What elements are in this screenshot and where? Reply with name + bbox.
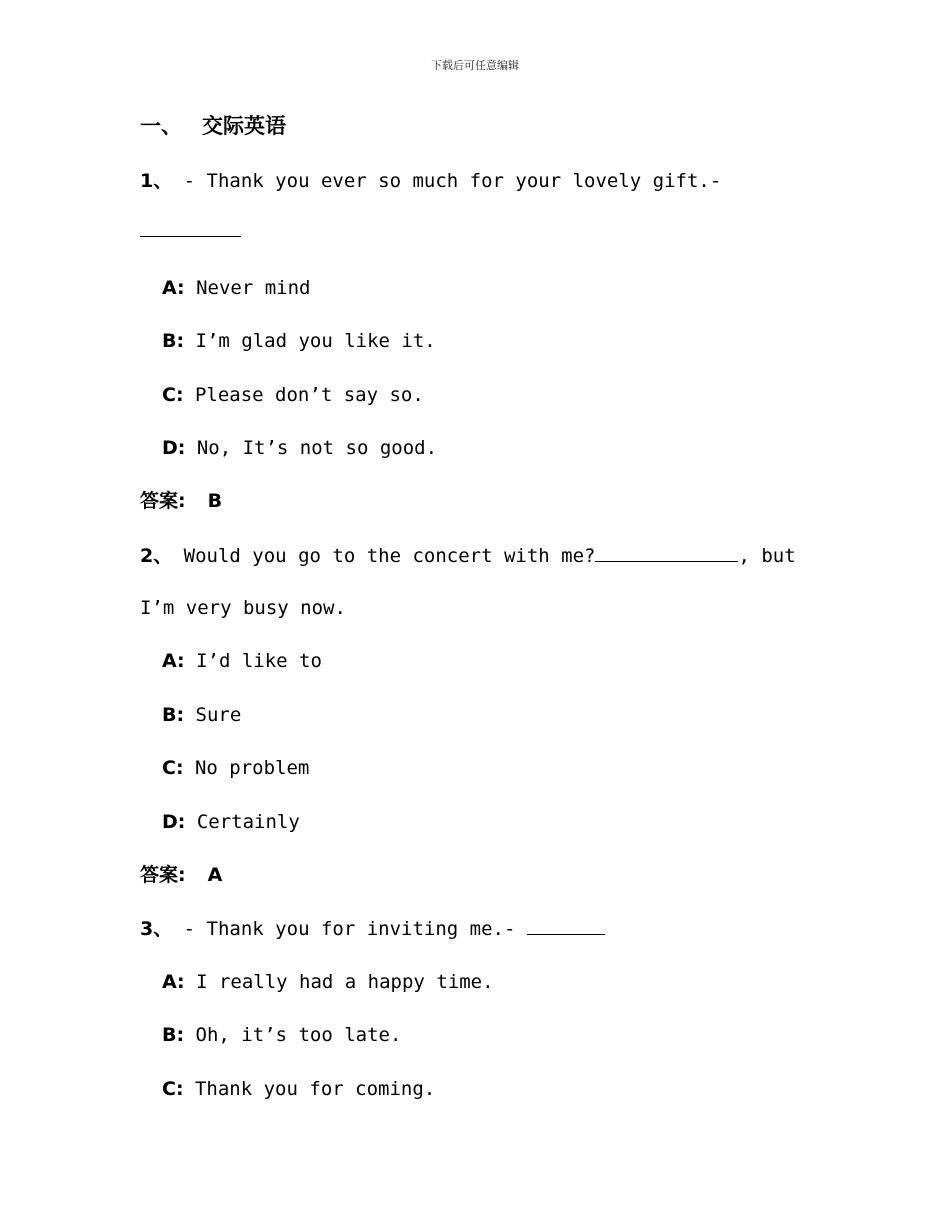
option-text: I really had a happy time.	[184, 971, 494, 993]
option-key: C:	[162, 757, 184, 779]
answer-line-2	[140, 863, 222, 887]
option-text: I’m glad you like it.	[184, 330, 436, 352]
answer-blank	[527, 916, 605, 935]
question-text: - Thank you ever so much for your lovely gift.-	[172, 170, 722, 192]
answer-line-1	[140, 489, 222, 513]
option-text: Oh, it’s too late.	[184, 1024, 402, 1046]
option-key: A:	[162, 277, 185, 299]
option-b	[162, 1023, 401, 1047]
question-number: 1、	[140, 170, 173, 192]
section-heading	[140, 114, 286, 138]
option-key: C:	[162, 1078, 184, 1100]
option-key: B:	[162, 330, 185, 352]
question-2-stem-line2: I’m very busy now.	[140, 597, 346, 619]
question-text: - Thank you for inviting me.-	[172, 918, 527, 940]
question-number: 3、	[140, 918, 173, 940]
page-header: 下载后可任意编辑	[431, 59, 519, 72]
option-text: Certainly	[185, 811, 300, 833]
section-title: 交际英语	[202, 114, 286, 138]
question-3-stem	[140, 916, 605, 941]
option-text: No, It’s not so good.	[185, 437, 438, 459]
option-a	[162, 970, 494, 994]
question-text-before: Would you go to the concert with me?	[172, 545, 596, 567]
option-b	[162, 329, 436, 353]
option-key: D:	[162, 811, 186, 833]
answer-value: B	[207, 490, 223, 512]
question-1-stem	[140, 169, 721, 193]
option-key: C:	[162, 384, 184, 406]
option-text: Sure	[184, 704, 242, 726]
option-text: No problem	[183, 757, 310, 779]
answer-label: 答案:	[140, 490, 186, 512]
option-key: A:	[162, 650, 185, 672]
option-key: A:	[162, 971, 185, 993]
option-d	[162, 436, 437, 460]
option-text: Thank you for coming.	[183, 1078, 436, 1100]
option-text: I’d like to	[184, 650, 322, 672]
answer-blank	[595, 543, 738, 562]
option-key: B:	[162, 704, 185, 726]
answer-label: 答案:	[140, 864, 186, 886]
option-text: Never mind	[184, 277, 311, 299]
option-a	[162, 276, 311, 300]
question-number: 2、	[140, 545, 173, 567]
option-key: D:	[162, 437, 186, 459]
question-2-stem	[140, 543, 796, 568]
question-1-answer-blank	[140, 218, 241, 243]
answer-value: A	[207, 864, 223, 886]
question-text-after: , but	[738, 545, 796, 567]
option-c	[162, 383, 424, 407]
option-d	[162, 810, 300, 834]
option-b	[162, 703, 241, 727]
section-number: 一、	[140, 114, 182, 138]
option-a	[162, 649, 322, 673]
option-key: B:	[162, 1024, 185, 1046]
option-text: Please don’t say so.	[183, 384, 424, 406]
option-c	[162, 756, 309, 780]
option-c	[162, 1077, 435, 1101]
